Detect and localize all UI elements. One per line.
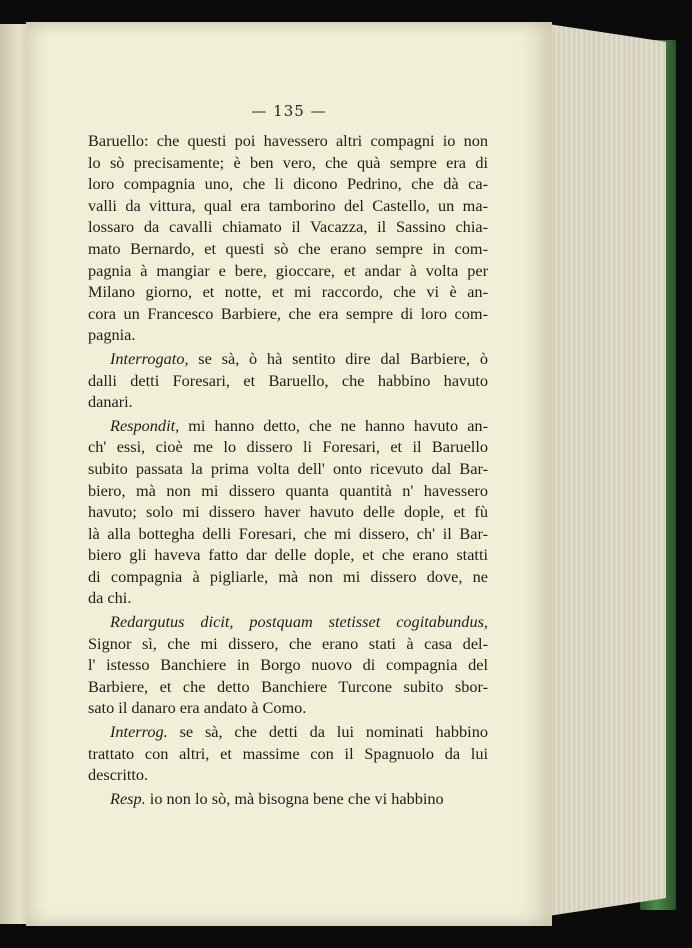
text-line	[88, 173, 488, 195]
text-line	[88, 260, 488, 282]
text-line	[88, 348, 488, 370]
text-line	[88, 195, 488, 217]
line-text: cora un Francesco Barbiere, che era sempre di loro com-	[88, 303, 488, 323]
line-text: sato il danaro era andato à Como.	[88, 698, 307, 718]
text-line	[88, 281, 488, 303]
page-edges	[548, 24, 666, 916]
paragraph	[88, 348, 488, 413]
italic-lead: Respondit,	[110, 415, 180, 435]
line-text: mato Bernardo, et questi sò che erano sempre in com-	[88, 238, 488, 258]
text-line	[88, 324, 488, 346]
text-line	[88, 544, 488, 566]
paragraph	[88, 788, 488, 810]
line-text: valli da vittura, qual era tamborino del Castello, un ma-	[88, 195, 488, 215]
text-line	[88, 370, 488, 392]
line-text: biero gli haveva fatto dar delle dople, et che erano statti	[88, 545, 488, 565]
italic-lead: Interrogato,	[110, 348, 189, 368]
book-page	[26, 22, 552, 926]
line-text: se sà, che detti da lui nominati habbino	[167, 722, 488, 742]
text-line	[88, 633, 488, 655]
line-text: lo sò precisamente; è ben vero, che quà sempre era di	[88, 152, 488, 172]
text-line	[88, 697, 488, 719]
line-text: Milano giorno, et notte, et mi raccordo, che vi è an-	[88, 282, 488, 302]
text-line	[88, 216, 488, 238]
line-text: lossaro da cavalli chiamato il Vacazza, il Sassino chia-	[88, 217, 488, 237]
text-line	[88, 480, 488, 502]
italic-lead: Resp.	[110, 788, 146, 808]
text-line	[88, 764, 488, 786]
paragraph	[88, 611, 488, 719]
text-line	[88, 391, 488, 413]
text-line	[88, 721, 488, 743]
line-text: dalli detti Foresari, et Baruello, che habbino havuto	[88, 370, 488, 390]
text-line	[88, 611, 488, 633]
text-line	[88, 676, 488, 698]
text-line	[88, 501, 488, 523]
line-text: trattato con altri, et massime con il Spagnuolo da lui	[88, 743, 488, 763]
line-text: danari.	[88, 392, 133, 412]
text-line	[88, 458, 488, 480]
line-text: biero, mà non mi dissero quanta quantità n' havessero	[88, 480, 488, 500]
line-text: io non lo sò, mà bisogna bene che vi habbino	[145, 788, 444, 808]
line-text: loro compagnia uno, che li dicono Pedrino, che dà ca-	[88, 174, 488, 194]
paragraph	[88, 721, 488, 786]
text-line	[88, 523, 488, 545]
line-text: Baruello: che questi poi havessero altri compagni io non	[88, 131, 488, 150]
page-number: — 135 —	[251, 102, 327, 120]
line-text: havuto; solo mi dissero haver havuto delle dople, et fù	[88, 502, 488, 522]
line-text: pagnia à mangiar e bere, gioccare, et andar à volta per	[88, 260, 488, 280]
page-text	[88, 130, 488, 811]
line-text: l' istesso Banchiere in Borgo nuovo di compagnia del	[88, 655, 488, 675]
text-line	[88, 303, 488, 325]
line-text: là alla bottegha delli Foresari, che mi dissero, ch' il Bar-	[88, 523, 488, 543]
line-text: pagnia.	[88, 325, 136, 345]
text-line	[88, 743, 488, 765]
line-text: subito passata la prima volta dell' onto ricevuto dal Bar-	[88, 458, 488, 478]
facing-page-edge	[0, 24, 28, 924]
line-text: se sà, ò hà sentito dire dal Barbiere, ò	[188, 348, 488, 368]
text-line	[88, 152, 488, 174]
text-line	[88, 415, 488, 437]
italic-lead: Redargutus dicit, postquam stetisset cogitabundus,	[110, 612, 488, 632]
text-line	[88, 566, 488, 588]
line-text: mi hanno detto, che ne hanno havuto an-	[179, 415, 488, 435]
paragraph	[88, 415, 488, 609]
line-text: di compagnia à pigliarle, mà non mi dissero dove, ne	[88, 566, 488, 586]
line-text: da chi.	[88, 588, 132, 608]
line-text: descritto.	[88, 765, 149, 785]
text-line	[88, 788, 488, 810]
line-text: Signor sì, che mi dissero, che erano stati à casa del-	[88, 633, 488, 653]
line-text: ch' essi, cioè me lo dissero li Foresari, et il Baruello	[88, 437, 488, 457]
text-line	[88, 436, 488, 458]
text-line	[88, 654, 488, 676]
italic-lead: Interrog.	[110, 722, 168, 742]
line-text: Barbiere, et che detto Banchiere Turcone subito sbor-	[88, 676, 488, 696]
paragraph	[88, 130, 488, 346]
text-line	[88, 130, 488, 152]
text-line	[88, 587, 488, 609]
text-line	[88, 238, 488, 260]
